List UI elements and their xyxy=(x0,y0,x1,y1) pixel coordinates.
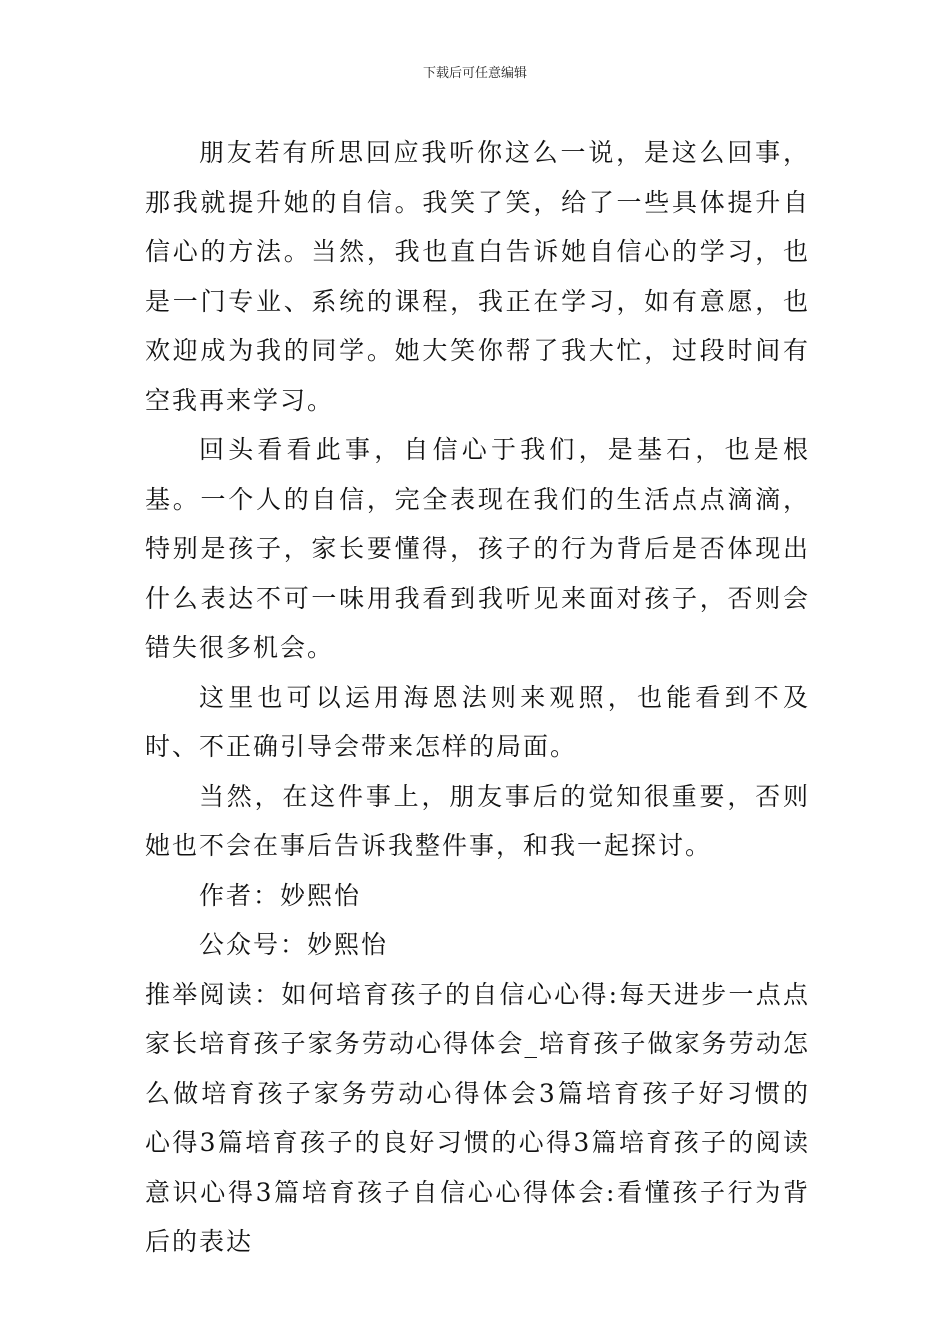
paragraph-awareness: 当然，在这件事上，朋友事后的觉知很重要，否则她也不会在事后告诉我整件事，和我一起探讨。 xyxy=(145,781,810,860)
paragraph-reflection: 回头看看此事，自信心于我们，是基石，也是根基。一个人的自信，完全表现在我们的生活点点滴滴，特别是孩子，家长要懂得，孩子的行为背后是否体现出什么表达不可一味用我看到我听见来面对孩子，否则会错失很多机会。 xyxy=(145,435,810,662)
page-header: 下载后可任意编辑 xyxy=(422,66,527,81)
author-line: 作者：妙熙怡 xyxy=(199,880,362,910)
recommended-reading: 推举阅读：如何培育孩子的自信心心得:每天进步一点点家长培育孩子家务劳动心得体会_培育孩子做家务劳动怎么做培育孩子家务劳动心得体会3篇培育孩子好习惯的心得3篇培育孩子的良好习惯的心得3篇培育孩子的阅读意识心得3篇培育孩子自信心心得体会:看懂孩子行为背后的表达 xyxy=(145,979,810,1256)
document-body xyxy=(145,128,810,1267)
public-account-line: 公众号：妙熙怡 xyxy=(199,930,389,959)
paragraph-friend-response: 朋友若有所思回应我听你这么一说，是这么回事，那我就提升她的自信。我笑了笑，给了一些具体提升自信心的方法。当然，我也直白告诉她自信心的学习，也是一门专业、系统的课程，我正在学习，如有意愿，也欢迎成为我的同学。她大笑你帮了我大忙，过段时间有空我再来学习。 xyxy=(145,138,810,415)
paragraph-heinrich-law: 这里也可以运用海恩法则来观照，也能看到不及时、不正确引导会带来怎样的局面。 xyxy=(145,682,810,761)
